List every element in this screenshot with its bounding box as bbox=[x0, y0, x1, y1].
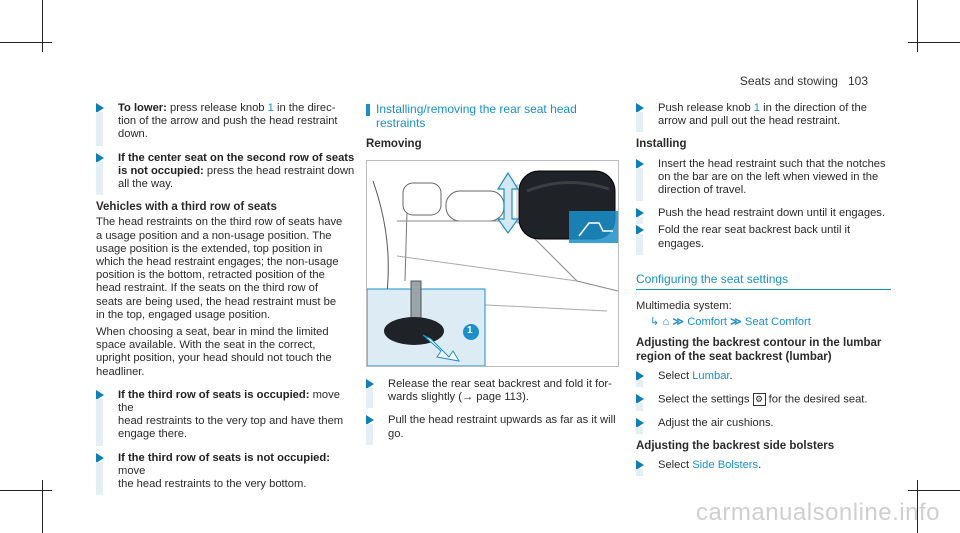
section-heading: Configuring the seat settings bbox=[636, 273, 891, 290]
list-item: Release the rear seat backrest and fold it for- wards slightly (→ page 113). bbox=[366, 378, 624, 404]
crop-mark bbox=[908, 42, 960, 43]
callout-1: 1 bbox=[467, 325, 473, 336]
list-item: To lower: press release knob 1 in the direc- tion of the arrow and push the head restraint down. bbox=[96, 102, 358, 142]
paragraph: When choosing a seat, bear in mind the limited space available. With the seat in the correct, upright position, your head should not touch the headliner. bbox=[96, 326, 332, 378]
subheading: Removing bbox=[366, 138, 422, 150]
middle-column-steps bbox=[366, 378, 624, 451]
section-heading: Installing/removing the rear seat head restraints bbox=[366, 102, 621, 130]
subheading: Vehicles with a third row of seats bbox=[96, 201, 277, 214]
callout-1: 1 bbox=[753, 102, 761, 114]
list-item: Insert the head restraint such that the notches on the bar are on the left when viewed in the direction of travel. bbox=[636, 158, 891, 198]
chevron-right-icon: ≫ bbox=[730, 316, 742, 329]
list-item: Push the head restraint down until it engages. bbox=[636, 207, 891, 220]
seat-drawing bbox=[367, 161, 618, 366]
section-title: Seats and stowing bbox=[739, 74, 838, 88]
right-column bbox=[636, 102, 891, 482]
page-number: 103 bbox=[847, 74, 868, 88]
crop-mark bbox=[0, 490, 52, 491]
subheading: Adjusting the backrest side bolsters bbox=[636, 439, 835, 452]
list-item: Push release knob 1 in the direction of the arrow and pull out the head restraint. bbox=[636, 102, 891, 128]
crop-mark bbox=[42, 0, 43, 52]
left-column bbox=[96, 102, 358, 501]
paragraph: The head restraints on the third row of seats have a usage position and a non-usage position. The usage position is the extended, top position in which the head restraint engages; the non-usage position is the bottom, retracted position of the head restraint. If the seats on the third row of seats are being used, the head restraint must be in the top, engaged usage position. bbox=[96, 216, 343, 321]
menu-side-bolsters[interactable]: Side Bolsters bbox=[692, 459, 759, 472]
list-item: If the center seat on the second row of seats is not occupied: press the head restraint down all the way. bbox=[96, 152, 358, 192]
page-reference-link[interactable]: → page 113 bbox=[461, 391, 523, 404]
menu-lumbar[interactable]: Lumbar bbox=[692, 369, 730, 382]
list-item: Select the settings ⚙ for the desired seat. bbox=[636, 393, 891, 407]
settings-icon: ⚙ bbox=[753, 393, 766, 406]
page-header bbox=[740, 74, 868, 88]
list-item: Select Side Bolsters. bbox=[636, 459, 891, 472]
middle-column bbox=[366, 102, 621, 153]
crop-mark bbox=[908, 490, 960, 491]
list-item: Adjust the air cushions. bbox=[636, 417, 891, 430]
home-icon: ⌂ bbox=[662, 316, 670, 329]
list-item: Fold the rear seat backrest back until it engages. bbox=[636, 224, 891, 250]
watermark: carmanualsonline.info bbox=[696, 499, 940, 526]
head-restraint-illustration bbox=[366, 160, 619, 367]
crop-mark bbox=[0, 42, 52, 43]
crop-mark bbox=[917, 0, 918, 52]
crop-mark bbox=[42, 480, 43, 533]
menu-seat-comfort[interactable]: Seat Comfort bbox=[744, 316, 811, 329]
menu-path bbox=[636, 316, 891, 329]
subheading: Installing bbox=[636, 138, 687, 151]
list-item: Pull the head restraint upwards as far as it will go. bbox=[366, 414, 624, 440]
menu-comfort[interactable]: Comfort bbox=[687, 316, 727, 329]
list-item: Select Lumbar. bbox=[636, 370, 891, 383]
chevron-right-icon: ≫ bbox=[672, 316, 685, 329]
subheading: Adjusting the backrest contour in the lumbar region of the seat backrest (lumbar) bbox=[636, 337, 882, 363]
callout-1: 1 bbox=[267, 102, 274, 114]
enter-arrow-icon: ↳ bbox=[650, 316, 660, 329]
list-item: If the third row of seats is occupied: move the head restraints to the very top and have them engage there. bbox=[96, 389, 358, 442]
list-item: If the third row of seats is not occupied: move the head restraints to the very bottom. bbox=[96, 452, 358, 492]
multimedia-label: Multimedia system: bbox=[636, 300, 732, 313]
